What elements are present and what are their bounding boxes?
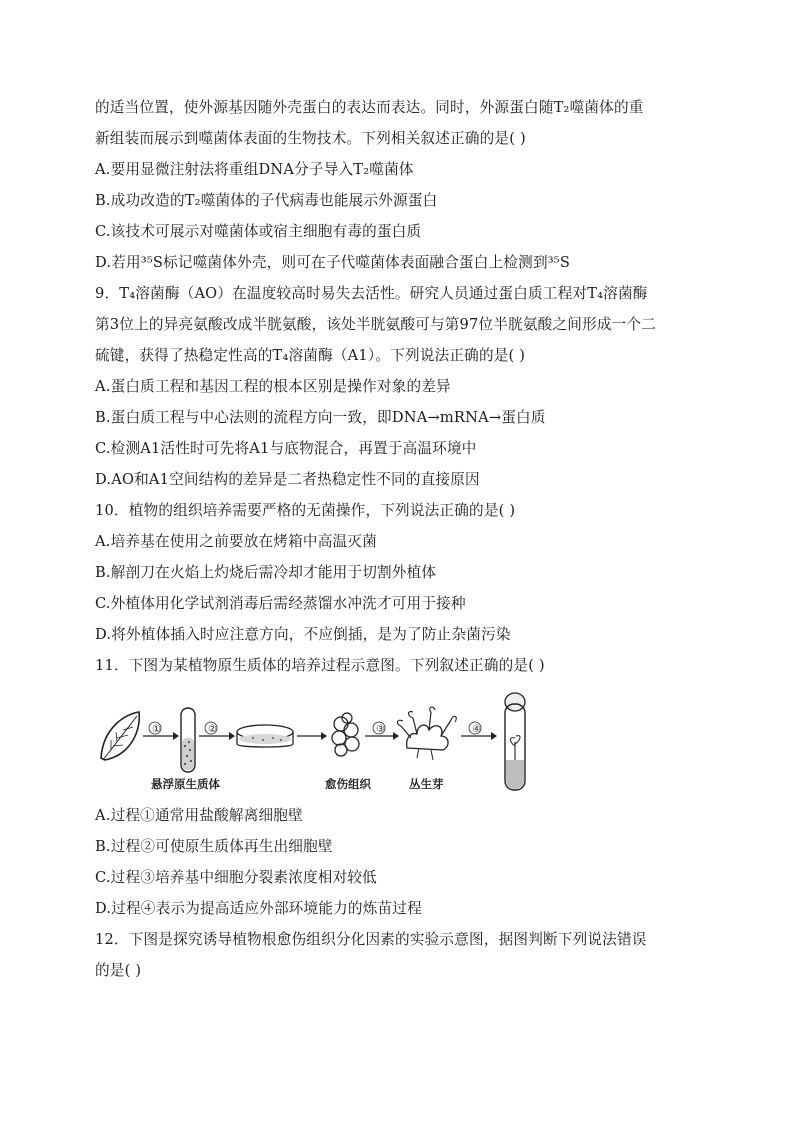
q11-stem: 11．下图为某植物原生质体的培养过程示意图。下列叙述正确的是( ) bbox=[95, 657, 545, 674]
arrow-step-3 bbox=[365, 722, 399, 740]
callus-icon bbox=[332, 713, 359, 756]
q9-option-a: A.蛋白质工程和基因工程的根本区别是操作对象的差异 bbox=[95, 378, 451, 395]
intro-line-2: 新组装而展示到噬菌体表面的生物技术。下列相关叙述正确的是( ) bbox=[95, 130, 526, 147]
intro-line-1: 的适当位置，使外源基因随外壳蛋白的表达而表达。同时，外源蛋白随T₂噬菌体的重 bbox=[95, 99, 644, 116]
q9-option-c: C.检测A1活性时可先将A1与底物混合，再置于高温环境中 bbox=[95, 440, 477, 457]
q11-option-d: D.过程④表示为提高适应外部环境能力的炼苗过程 bbox=[95, 900, 422, 917]
arrow-step-2 bbox=[199, 722, 235, 740]
q10-option-c: C.外植体用化学试剂消毒后需经蒸馏水冲洗才可用于接种 bbox=[95, 595, 466, 612]
q11-option-c: C.过程③培养基中细胞分裂素浓度相对较低 bbox=[95, 869, 377, 886]
culture-process-diagram bbox=[95, 688, 555, 798]
q8-option-c: C.该技术可展示对噬菌体或宿主细胞有毒的蛋白质 bbox=[95, 223, 422, 240]
q11-option-b: B.过程②可使原生质体再生出细胞壁 bbox=[95, 838, 333, 855]
q9-stem-line-3: 硫键，获得了热稳定性高的T₄溶菌酶（A1）。下列说法正确的是( ) bbox=[95, 347, 526, 364]
step-1-label: ① bbox=[152, 724, 161, 735]
q8-option-b: B.成功改造的T₂噬菌体的子代病毒也能展示外源蛋白 bbox=[95, 192, 438, 209]
arrow-step-1 bbox=[143, 722, 179, 740]
q12-stem-line-1: 12．下图是探究诱导植物根愈伤组织分化因素的实验示意图，据图判断下列说法错误 bbox=[95, 931, 647, 948]
q10-option-b: B.解剖刀在火焰上灼烧后需冷却才能用于切割外植体 bbox=[95, 564, 437, 581]
q11-option-a: A.过程①通常用盐酸解离细胞壁 bbox=[95, 807, 303, 824]
q10-stem: 10．植物的组织培养需要严格的无菌操作，下列说法正确的是( ) bbox=[95, 502, 516, 519]
test-tube-icon bbox=[181, 708, 195, 772]
q12-stem-line-2: 的是( ) bbox=[95, 962, 142, 979]
q9-stem-line-2: 第3位上的异亮氨酸改成半胱氨酸，该处半胱氨酸可与第97位半胱氨酸之间形成一个二 bbox=[95, 316, 657, 333]
q10-option-a: A.培养基在使用之前要放在烤箱中高温灭菌 bbox=[95, 533, 377, 550]
step-2-label: ② bbox=[208, 724, 217, 735]
q9-option-b: B.蛋白质工程与中心法则的流程方向一致，即DNA→mRNA→蛋白质 bbox=[95, 409, 546, 426]
caption-callus: 愈伤组织 bbox=[325, 777, 371, 791]
plantlet-tube-icon bbox=[505, 693, 525, 790]
q9-stem-line-1: 9．T₄溶菌酶（AO）在温度较高时易失去活性。研究人员通过蛋白质工程对T₄溶菌酶 bbox=[95, 285, 648, 302]
caption-suspended-protoplast: 悬浮原生质体 bbox=[151, 777, 220, 791]
q8-option-a: A.要用显微注射法将重组DNA分子导入T₂噬菌体 bbox=[95, 161, 414, 178]
shoot-cluster-icon bbox=[397, 707, 456, 760]
protoplast-culture-figure bbox=[95, 688, 555, 798]
q9-option-d: D.AO和A1空间结构的差异是二者热稳定性不同的直接原因 bbox=[95, 471, 480, 488]
arrow-to-callus bbox=[297, 732, 327, 740]
step-3-label: ③ bbox=[376, 724, 385, 735]
petri-dish-icon bbox=[237, 725, 293, 747]
caption-clustered-shoots: 丛生芽 bbox=[409, 777, 444, 791]
q8-option-d: D.若用³⁵S标记噬菌体外壳，则可在子代噬菌体表面融合蛋白上检测到³⁵S bbox=[95, 254, 571, 271]
arrow-step-4 bbox=[461, 722, 497, 740]
q10-option-d: D.将外植体插入时应注意方向，不应倒插，是为了防止杂菌污染 bbox=[95, 626, 511, 643]
step-4-label: ④ bbox=[472, 724, 481, 735]
leaf-icon bbox=[101, 712, 139, 760]
